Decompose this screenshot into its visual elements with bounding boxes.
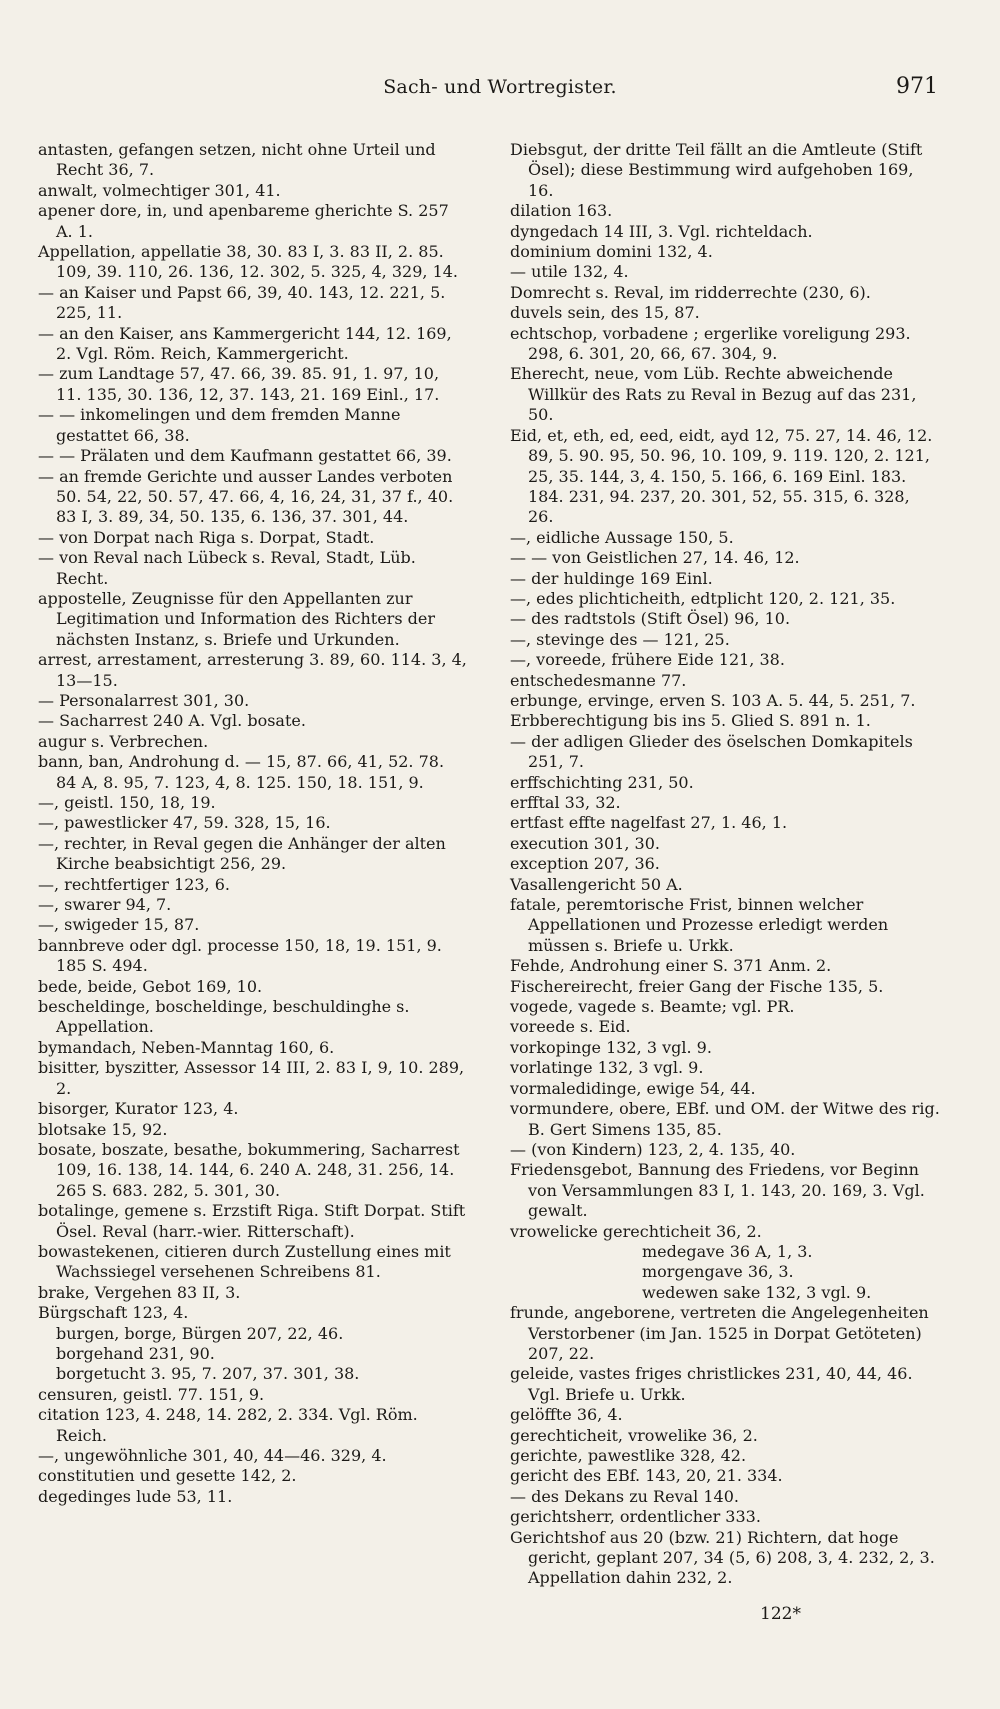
index-entry: wedewen sake 132, 3 vgl. 9. xyxy=(642,1282,872,1302)
index-entry: Eherecht, neue, vom Lüb. Rechte abweichende Willkür des Rats zu Reval in Bezug auf das 231, 50. xyxy=(510,364,917,425)
page-number: 971 xyxy=(896,74,938,99)
index-entry: brake, Vergehen 83 II, 3. xyxy=(38,1282,241,1302)
index-entry: — an Kaiser und Papst 66, 39, 40. 143, 12. 221, 5. 225, 11. xyxy=(38,282,446,323)
index-entry: geleide, vastes friges christlickes 231, 40, 44, 46. Vgl. Briefe u. Urkk. xyxy=(510,1364,913,1404)
index-entry: Erbberechtigung bis ins 5. Glied S. 891 n. 1. xyxy=(510,711,871,731)
right-column xyxy=(510,140,940,1589)
index-entry: augur s. Verbrechen. xyxy=(38,731,209,751)
index-entry: dominium domini 132, 4. xyxy=(510,242,713,262)
index-entry: degedinges lude 53, 11. xyxy=(38,1486,233,1506)
index-entry: dilation 163. xyxy=(510,201,613,221)
running-title: Sach- und Wortregister. xyxy=(383,76,617,98)
index-entry: — an den Kaiser, ans Kammergericht 144, 12. 169, 2. Vgl. Röm. Reich, Kammergericht. xyxy=(38,323,452,364)
index-entry: —, rechtfertiger 123, 6. xyxy=(38,874,230,894)
index-entry: botalinge, gemene s. Erzstift Riga. Stift Dorpat. Stift Ösel. Reval (harr.-wier. Ritterschaft). xyxy=(38,1201,466,1241)
index-entry: —, ungewöhnliche 301, 40, 44—46. 329, 4. xyxy=(38,1446,387,1465)
index-entry: —, stevinge des — 121, 25. xyxy=(510,629,730,649)
index-entry: bescheldinge, boscheldinge, beschuldinghe s. Appellation. xyxy=(38,997,410,1037)
index-entry: gerechticheit, vrowelike 36, 2. xyxy=(510,1425,758,1445)
index-entry: constitutien und gesette 142, 2. xyxy=(38,1466,297,1486)
index-entry: burgen, borge, Bürgen 207, 22, 46. xyxy=(56,1323,344,1343)
index-entry: — des Dekans zu Reval 140. xyxy=(510,1486,739,1506)
index-entry: apener dore, in, und apenbareme gherichte S. 257 A. 1. xyxy=(38,201,449,241)
index-entry: vrowelicke gerechticheit 36, 2. xyxy=(510,1221,762,1241)
index-entry: Fischereirecht, freier Gang der Fische 135, 5. xyxy=(510,976,884,996)
index-entry: bann, ban, Androhung d. — 15, 87. 66, 41, 52. 78. 84 A, 8. 95, 7. 123, 4, 8. 125. 150, 18. 151, 9. xyxy=(38,752,445,792)
printer-signature: 122* xyxy=(760,1604,801,1624)
index-entry: —, eidliche Aussage 150, 5. xyxy=(510,527,734,547)
index-entry: vormaledidinge, ewige 54, 44. xyxy=(510,1078,756,1098)
index-entry: Vasallengericht 50 A. xyxy=(510,874,683,894)
index-entry: gerichtsherr, ordentlicher 333. xyxy=(510,1507,761,1527)
index-entry: bannbreve oder dgl. processe 150, 18, 19. 151, 9. 185 S. 494. xyxy=(38,935,442,976)
index-entry: erfftal 33, 32. xyxy=(510,793,621,812)
index-entry: — der adligen Glieder des öselschen Domkapitels 251, 7. xyxy=(510,731,913,772)
index-entry: — utile 132, 4. xyxy=(510,262,629,282)
index-entry: Fehde, Androhung einer S. 371 Anm. 2. xyxy=(510,956,832,976)
index-entry: vogede, vagede s. Beamte; vgl. PR. xyxy=(510,997,795,1017)
index-entry: anwalt, volmechtiger 301, 41. xyxy=(38,180,281,200)
index-entry: gericht des EBf. 143, 20, 21. 334. xyxy=(510,1466,783,1486)
index-entry: — (von Kindern) 123, 2, 4. 135, 40. xyxy=(510,1139,796,1159)
index-entry: erffschichting 231, 50. xyxy=(510,772,694,792)
index-entry: — von Dorpat nach Riga s. Dorpat, Stadt. xyxy=(38,527,375,547)
index-entry: ertfast effte nagelfast 27, 1. 46, 1. xyxy=(510,813,788,833)
index-entry: gerichte, pawestlike 328, 42. xyxy=(510,1446,747,1465)
index-entry: gelöffte 36, 4. xyxy=(510,1405,623,1425)
index-entry: — von Reval nach Lübeck s. Reval, Stadt, Lüb. Recht. xyxy=(38,548,416,588)
index-entry: echtschop, vorbadene ; ergerlike voreligung 293. 298, 6. 301, 20, 66, 67. 304, 9. xyxy=(510,323,911,364)
index-entry: — des radtstols (Stift Ösel) 96, 10. xyxy=(510,609,791,629)
index-entry: Gerichtshof aus 20 (bzw. 21) Richtern, dat hoge gericht, geplant 207, 34 (5, 6) 208, 3, 4. 232, 2, 3. xyxy=(510,1527,935,1568)
index-entry: Appellation, appellatie 38, 30. 83 I, 3. 83 II, 2. 85. 109, 39. 110, 26. 136, 12. 302, 5. 325, 4, 329, 14. xyxy=(38,242,459,282)
index-entry: — an fremde Gerichte und ausser Landes verboten 50. 54, 22, 50. 57, 47. 66, 4, 16, 24, 31, 37 f., 40. 83 I, 3. 89, 34, 50. 135, 6. 136, 37. 301, 44. xyxy=(38,466,454,527)
index-entry: Eid, et, eth, ed, eed, eidt, ayd 12, 75. 27, 14. 46, 12. 89, 5. 90. 95, 50. 96, 10. 109, 9. 119. 120, 2. 121, 25, 35. 144, 3, 4. 150, 5. 166, 6. 169 Einl. 183. 184. 231, 94. 237, 20. 301, 52, 55. 315, 6. 328, 26. xyxy=(510,425,933,527)
index-entry: frunde, angeborene, vertreten die Angelegenheiten Verstorbener (im Jan. 1525 in Dorpat Getöteten) 207, 22. xyxy=(510,1303,929,1363)
index-entry: bede, beide, Gebot 169, 10. xyxy=(38,976,263,996)
index-entry: voreede s. Eid. xyxy=(510,1017,631,1037)
index-entry: execution 301, 30. xyxy=(510,833,660,853)
index-entry: erbunge, ervinge, erven S. 103 A. 5. 44, 5. 251, 7. xyxy=(510,690,916,710)
index-entry: bisitter, byszitter, Assessor 14 III, 2. 83 I, 9, 10. 289, 2. xyxy=(38,1058,465,1098)
index-entry: arrest, arrestament, arresterung 3. 89, 60. 114. 3, 4, 13—15. xyxy=(38,650,467,690)
index-entry: — Personalarrest 301, 30. xyxy=(38,690,250,710)
index-entry: vormundere, obere, EBf. und OM. der Witwe des rig. B. Gert Simens 135, 85. xyxy=(510,1099,940,1139)
index-entry: —, pawestlicker 47, 59. 328, 15, 16. xyxy=(38,813,331,833)
index-entry: Appellation dahin 232, 2. xyxy=(528,1568,733,1588)
index-entry: antasten, gefangen setzen, nicht ohne Urteil und Recht 36, 7. xyxy=(38,140,436,180)
index-entry: vorkopinge 132, 3 vgl. 9. xyxy=(510,1037,712,1057)
index-entry: bymandach, Neben-Manntag 160, 6. xyxy=(38,1037,335,1057)
index-entry: dyngedach 14 III, 3. Vgl. richteldach. xyxy=(510,221,813,241)
index-entry: — — inkomelingen und dem fremden Manne gestattet 66, 38. xyxy=(38,405,401,445)
index-entry: —, rechter, in Reval gegen die Anhänger der alten Kirche beabsichtigt 256, 29. xyxy=(38,833,446,874)
index-entry: — der huldinge 169 Einl. xyxy=(510,568,713,588)
index-entry: bowastekenen, citieren durch Zustellung eines mit Wachssiegel versehenen Schreibens 81. xyxy=(38,1241,451,1282)
index-entry: — Sacharrest 240 A. Vgl. bosate. xyxy=(38,711,306,731)
index-entry: —, geistl. 150, 18, 19. xyxy=(38,793,216,812)
index-entry: exception 207, 36. xyxy=(510,854,660,874)
index-entry: medegave 36 A, 1, 3. xyxy=(642,1241,813,1261)
index-entry: Diebsgut, der dritte Teil fällt an die Amtleute (Stift Ösel); diese Bestimmung wird aufgehoben 169, 16. xyxy=(510,140,923,200)
left-column xyxy=(38,140,468,1507)
index-entry: bisorger, Kurator 123, 4. xyxy=(38,1099,239,1119)
index-entry: vorlatinge 132, 3 vgl. 9. xyxy=(510,1058,704,1078)
index-entry: citation 123, 4. 248, 14. 282, 2. 334. Vgl. Röm. Reich. xyxy=(38,1405,418,1445)
index-entry: —, swarer 94, 7. xyxy=(38,895,172,915)
index-entry: — zum Landtage 57, 47. 66, 39. 85. 91, 1. 97, 10, 11. 135, 30. 136, 12, 37. 143, 21. 169 Einl., 17. xyxy=(38,364,440,404)
index-entry: Domrecht s. Reval, im ridderrechte (230, 6). xyxy=(510,282,871,302)
index-entry: blotsake 15, 92. xyxy=(38,1119,168,1139)
index-entry: bosate, boszate, besathe, bokummering, Sacharrest 109, 16. 138, 14. 144, 6. 240 A. 248, 31. 256, 14. 265 S. 683. 282, 5. 301, 30. xyxy=(38,1139,460,1200)
index-entry: entschedesmanne 77. xyxy=(510,670,687,690)
index-entry: censuren, geistl. 77. 151, 9. xyxy=(38,1384,265,1404)
index-entry: morgengave 36, 3. xyxy=(642,1262,794,1282)
index-entry: — — Prälaten und dem Kaufmann gestattet 66, 39. xyxy=(38,446,452,466)
index-entry: Bürgschaft 123, 4. xyxy=(38,1303,189,1323)
index-entry: appostelle, Zeugnisse für den Appellanten zur Legitimation und Information des Richters der nächsten Instanz, s. Briefe und Urkunden. xyxy=(38,588,435,649)
index-entry: duvels sein, des 15, 87. xyxy=(510,303,700,323)
index-entry: fatale, peremtorische Frist, binnen welcher Appellationen und Prozesse erledigt werden müssen s. Briefe u. Urkk. xyxy=(510,895,889,955)
index-entry: — — von Geistlichen 27, 14. 46, 12. xyxy=(510,548,800,568)
index-entry: —, edes plichticheith, edtplicht 120, 2. 121, 35. xyxy=(510,588,896,608)
index-entry: —, voreede, frühere Eide 121, 38. xyxy=(510,650,785,670)
index-entry: borgehand 231, 90. xyxy=(56,1343,215,1363)
index-entry: —, swigeder 15, 87. xyxy=(38,915,200,935)
index-entry: Friedensgebot, Bannung des Friedens, vor Beginn von Versammlungen 83 I, 1. 143, 20. 169, 3. Vgl. gewalt. xyxy=(510,1160,925,1221)
index-entry: borgetucht 3. 95, 7. 207, 37. 301, 38. xyxy=(56,1364,360,1384)
